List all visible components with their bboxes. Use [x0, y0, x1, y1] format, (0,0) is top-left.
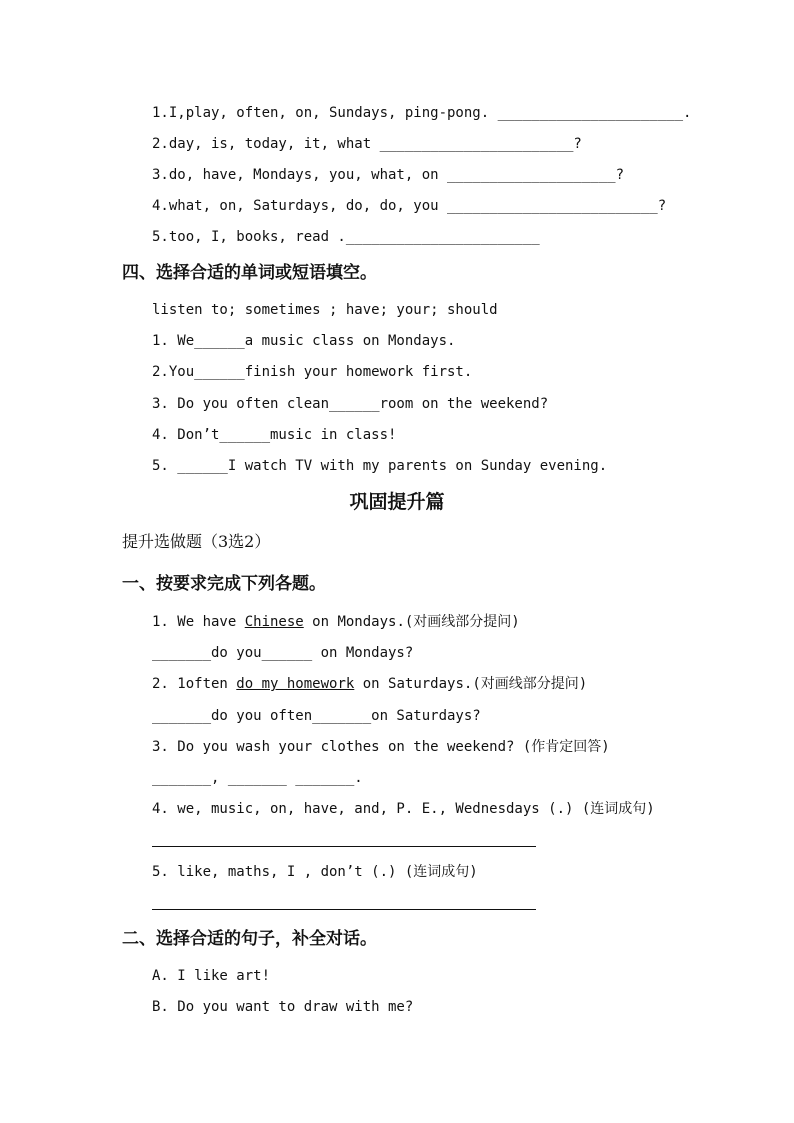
exercise-one-heading: 一、按要求完成下列各题。 — [122, 574, 326, 594]
fill-q2: 2.You______finish your homework first. — [152, 364, 473, 380]
ex1-q2 — [152, 675, 587, 693]
ex1-q1-answer: _______do you______ on Mondays? — [152, 645, 414, 661]
option-b: B. Do you want to draw with me? — [152, 999, 414, 1015]
reorder-q1: 1.I,play, often, on, Sundays, ping-pong. ______________________. — [152, 105, 692, 121]
ex1-q2-instruction: on Saturdays.(对画线部分提问) — [354, 676, 588, 692]
ex1-q2-underlined: do my homework — [236, 676, 355, 692]
answer-line — [152, 909, 536, 910]
exercise-two-heading: 二、选择合适的句子，补全对话。 — [122, 929, 377, 949]
reorder-q2: 2.day, is, today, it, what _______________________? — [152, 136, 582, 152]
ex1-q5: 5. like, maths, I , don’t (.) (连词成句) — [152, 864, 478, 880]
section-title: 巩固提升篇 — [349, 491, 445, 513]
ex1-q1-instruction: on Mondays.(对画线部分提问) — [303, 614, 520, 630]
ex1-q4: 4. we, music, on, have, and, P. E., Wednesdays (.) (连词成句) — [152, 801, 655, 817]
fill-q1: 1. We______a music class on Mondays. — [152, 333, 456, 349]
fill-q4: 4. Don’t______music in class! — [152, 427, 397, 443]
fill-q3: 3. Do you often clean______room on the weekend? — [152, 396, 549, 412]
reorder-q5: 5.too, I, books, read ._______________________ — [152, 229, 540, 245]
ex1-q1 — [152, 613, 520, 631]
reorder-q3: 3.do, have, Mondays, you, what, on ____________________? — [152, 167, 625, 183]
section-four-heading: 四、选择合适的单词或短语填空。 — [122, 263, 377, 283]
answer-line — [152, 846, 536, 847]
ex1-q3-answer: _______, _______ _______. — [152, 770, 363, 786]
fill-q5: 5. ______I watch TV with my parents on Sunday evening. — [152, 458, 608, 474]
ex1-q3: 3. Do you wash your clothes on the weekend? (作肯定回答) — [152, 739, 610, 755]
ex1-q1-text: 1. We have — [152, 614, 245, 630]
ex1-q2-text: 2. 1often — [152, 676, 237, 692]
ex1-q1-underlined: Chinese — [244, 614, 304, 630]
reorder-q4: 4.what, on, Saturdays, do, do, you _________________________? — [152, 198, 667, 214]
subtitle: 提升选做题（3选2） — [122, 532, 271, 551]
option-a: A. I like art! — [152, 968, 271, 984]
word-bank: listen to; sometimes ; have; your; should — [152, 302, 498, 318]
ex1-q2-answer: _______do you often_______on Saturdays? — [152, 708, 481, 724]
